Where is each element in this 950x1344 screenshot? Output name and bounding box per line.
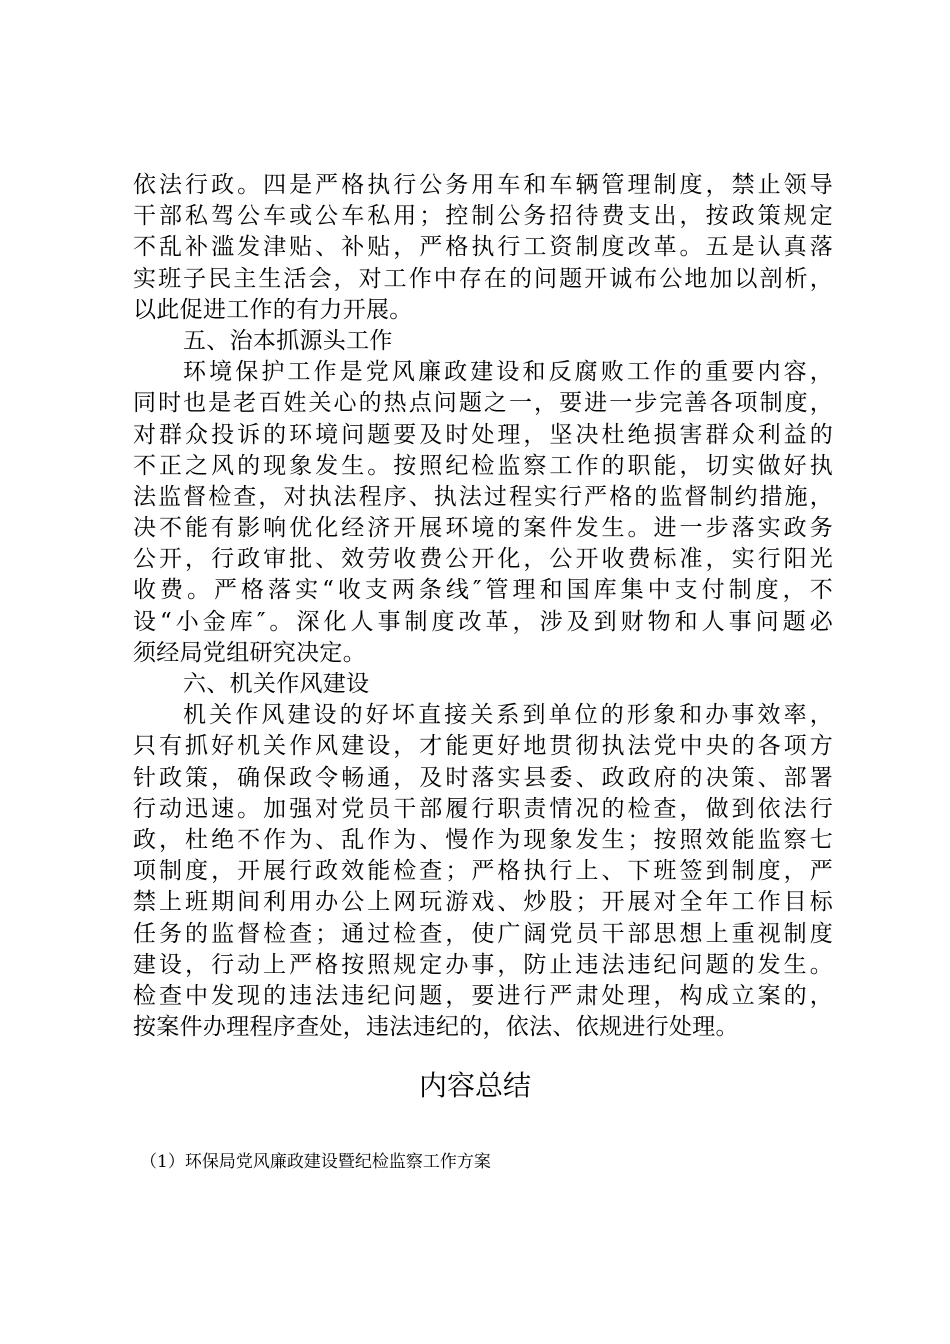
text-line: 设“小金库″。深化人事制度改革，涉及到财物和人事问题必	[133, 608, 833, 635]
text-line: 建设，行动上严格按照规定办事，防止违法违纪问题的发生。	[133, 951, 833, 978]
text-line: 禁上班期间利用办公上网玩游戏、炒股；开展对全年工作目标	[133, 889, 833, 916]
text-line: 行动迅速。加强对党员干部履行职责情况的检查，做到依法行	[133, 795, 833, 822]
document-body	[133, 170, 833, 1043]
text-line: 干部私驾公车或公车私用；控制公务招待费支出，按政策规定	[133, 203, 833, 230]
summary-item: （1）环保局党风廉政建设暨纪检监察工作方案	[140, 1152, 491, 1172]
text-line: 不正之风的现象发生。按照纪检监察工作的职能，切实做好执	[133, 452, 833, 479]
text-line: 公开，行政审批、效劳收费公开化，公开收费标准，实行阳光	[133, 546, 833, 573]
section-heading: 五、治本抓源头工作	[183, 327, 393, 354]
text-line: 法监督检查，对执法程序、执法过程实行严格的监督制约措施，	[133, 483, 833, 510]
text-line: 环境保护工作是党风廉政建设和反腐败工作的重要内容，	[183, 359, 833, 386]
text-line: 决不能有影响优化经济开展环境的案件发生。进一步落实政务	[133, 515, 833, 542]
text-line: 政，杜绝不作为、乱作为、慢作为现象发生；按照效能监察七	[133, 826, 833, 853]
text-line: 同时也是老百姓关心的热点问题之一，要进一步完善各项制度，	[133, 390, 833, 417]
text-line: 收费。严格落实“收支两条线″管理和国库集中支付制度，不	[133, 577, 833, 604]
text-line: 不乱补滥发津贴、补贴，严格执行工资制度改革。五是认真落	[133, 234, 833, 261]
text-line: 只有抓好机关作风建设，才能更好地贯彻执法党中央的各项方	[133, 733, 833, 760]
text-line: 任务的监督检查；通过检查，使广阔党员干部思想上重视制度	[133, 920, 833, 947]
text-line: 对群众投诉的环境问题要及时处理，坚决杜绝损害群众利益的	[133, 421, 833, 448]
text-line: 项制度，开展行政效能检查；严格执行上、下班签到制度，严	[133, 858, 833, 885]
text-line: 以此促进工作的有力开展。	[133, 296, 413, 323]
text-line: 检查中发现的违法违纪问题，要进行严肃处理，构成立案的，	[133, 982, 833, 1009]
section-heading: 六、机关作风建设	[183, 671, 370, 697]
text-line: 依法行政。四是严格执行公务用车和车辆管理制度，禁止领导	[133, 172, 833, 198]
text-line: 按案件办理程序查处，违法违纪的，依法、依规进行处理。	[133, 1014, 739, 1041]
summary-title: 内容总结	[418, 1069, 531, 1102]
text-line: 针政策，确保政令畅通，及时落实县委、政政府的决策、部署	[133, 764, 833, 791]
text-line: 机关作风建设的好坏直接关系到单位的形象和办事效率，	[183, 702, 833, 729]
text-line: 须经局党组研究决定。	[133, 639, 366, 666]
text-line: 实班子民主生活会，对工作中存在的问题开诚布公地加以剖析，	[133, 265, 833, 292]
